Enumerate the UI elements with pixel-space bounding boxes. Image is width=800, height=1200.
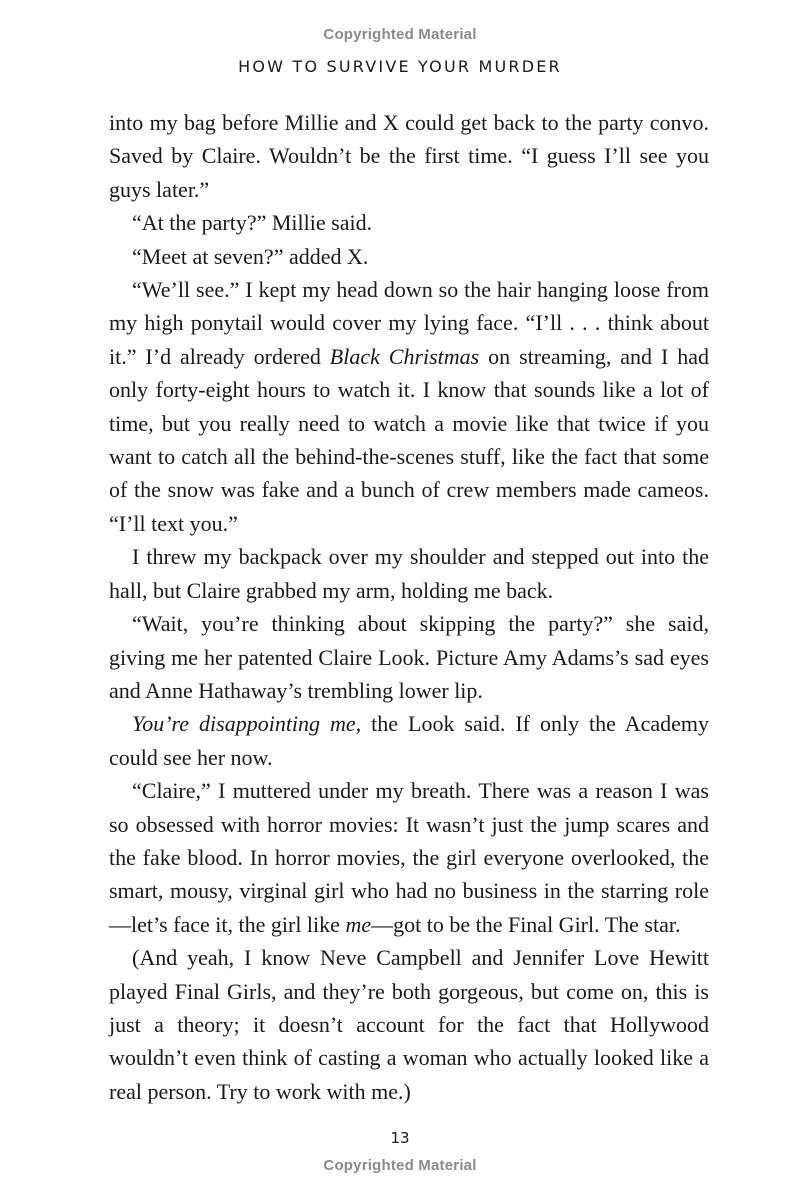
text-run: (And yeah, I know Neve Campbell and Jennifer Love Hewitt played Final Girls, and they’re both gorgeous, but come on, this is just a theory; it doesn’t account for the fact that Hollywood wouldn’t even think of casting a woman who actually looked like a real person. Try to work with me.) (109, 945, 709, 1104)
text-run: “Meet at seven?” added X. (132, 243, 369, 269)
paragraph (109, 707, 709, 774)
paragraph (109, 273, 709, 540)
text-run: on streaming, and I had only forty-eight hours to watch it. I know that sounds like a lot of time, but you really need to watch a movie like that twice if you want to catch all the behind-the-scenes stuff, like the fact that some of the snow was fake and a bunch of crew members made cameos. “I’ll text you.” (109, 343, 709, 536)
text-run: into my bag before Millie and X could get back to the party convo. Saved by Claire. Wouldn’t be the first time. “I guess I’ll see you guys later.” (109, 110, 709, 202)
paragraph (109, 607, 709, 707)
body-text (109, 106, 709, 1108)
text-run: “Claire,” I muttered under my breath. There was a reason I was so obsessed with horror movies: It wasn’t just the jump scares and the fake blood. In horror movies, the girl everyone overlooked, the smart, mousy, virginal girl who had no business in the starring role—let’s face it, the girl like (109, 778, 709, 937)
running-head: HOW TO SURVIVE YOUR MURDER (238, 57, 562, 76)
paragraph (109, 941, 709, 1108)
copyright-watermark-top: Copyrighted Material (323, 26, 477, 43)
text-run: the Look said. If only the Academy could see her now. (109, 711, 709, 770)
page-number: 13 (390, 1129, 410, 1147)
italic-text: me (345, 911, 372, 937)
paragraph (109, 240, 709, 273)
italic-text: Black Christmas (329, 343, 480, 369)
italic-text: You’re disappointing me, (132, 711, 362, 737)
paragraph (109, 774, 709, 941)
text-run: “We’ll see.” I kept my head down so the hair hanging loose from my high ponytail would cover my lying face. “I’ll . . . think about it.” I’d already ordered (109, 277, 709, 369)
copyright-watermark-bottom: Copyrighted Material (323, 1157, 477, 1174)
paragraph (109, 106, 709, 206)
text-run: “At the party?” Millie said. (132, 210, 373, 236)
text-run: —got to be the Final Girl. The star. (371, 911, 681, 937)
text-run: “Wait, you’re thinking about skipping the party?” she said, giving me her patented Claire Look. Picture Amy Adams’s sad eyes and Anne Hathaway’s trembling lower lip. (109, 611, 709, 703)
paragraph (109, 540, 709, 607)
paragraph (109, 206, 709, 239)
text-run: I threw my backpack over my shoulder and stepped out into the hall, but Claire grabbed my arm, holding me back. (109, 544, 709, 603)
